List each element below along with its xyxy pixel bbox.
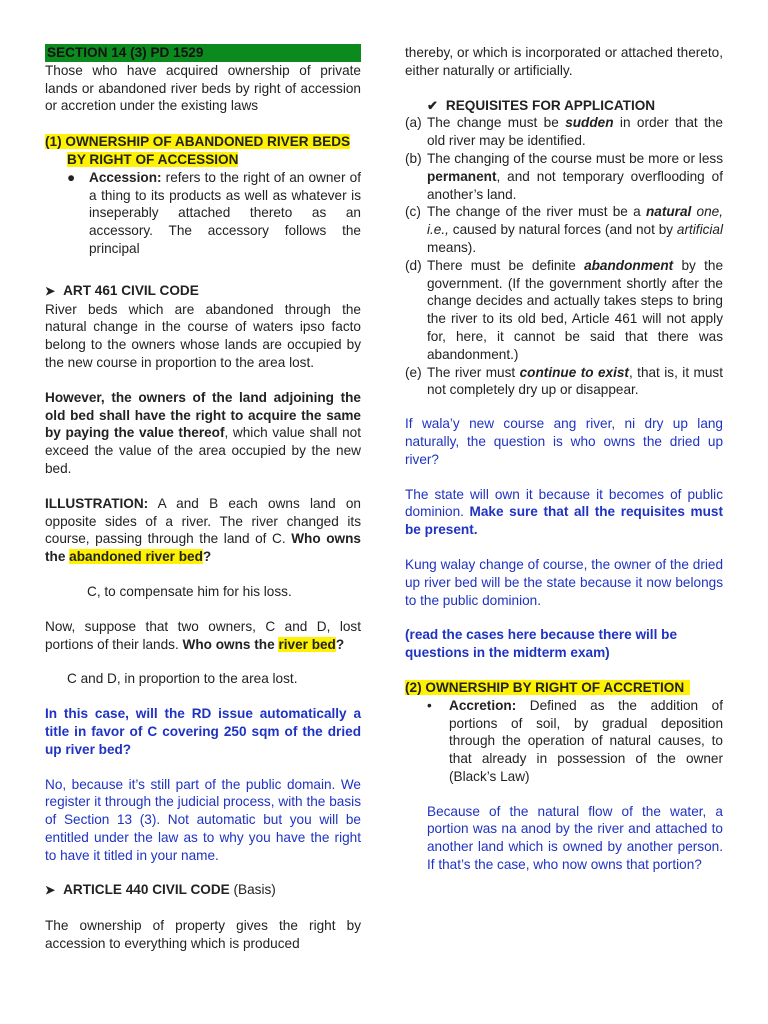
illustration-body: A and B each owns land on opposite sides of a river. The river changed its course, passing through the land of C.	[45, 495, 361, 547]
requisite-label: (d)	[405, 257, 422, 273]
req-b-emphasis: permanent	[427, 168, 497, 184]
accession-def: refers to the right of an owner of a thing to its products as well as whatever is inseperably attached thereto as an accessory. The accessory follows the principal	[89, 169, 361, 256]
req-b-post: , and not temporary overflooding of another’s land.	[427, 168, 723, 202]
art440-heading-line	[63, 881, 276, 899]
suppose-body: Now, suppose that two owners, C and D, lost portions of their lands.	[45, 618, 361, 652]
rd-answer: No, because it’s still part of the public domain. We register it through the judicial process, with the basis of Section 13 (3). Not automatic but you will be entitled under the law as to why you have the right to have it titled in your name.	[45, 776, 361, 863]
section-title: SECTION 14 (3) PD 1529	[45, 44, 361, 62]
requisite-b	[405, 150, 723, 203]
req-c-post: means).	[427, 239, 477, 255]
illustration-paragraph	[45, 495, 361, 566]
illustration-label: ILLUSTRATION:	[45, 495, 149, 511]
requisite-text	[427, 203, 723, 256]
requisite-text	[427, 114, 723, 150]
bullet-icon: •	[427, 697, 432, 713]
art440-suffix: (Basis)	[229, 882, 276, 898]
state-answer-text: The state will own it because it becomes of public dominion.	[405, 486, 723, 520]
req-a-pre: The change must be	[427, 115, 566, 131]
req-c-artificial: artificial	[676, 222, 723, 238]
requisite-label: (e)	[405, 364, 422, 380]
however-bold: However, the owners of the land adjoining the old bed shall have the right to acquire the same by paying the value thereof	[45, 389, 361, 441]
requisite-label: (b)	[405, 150, 422, 166]
requisite-text	[427, 150, 723, 203]
accretion-bullet	[427, 697, 723, 786]
heading-accretion	[405, 679, 723, 697]
req-c-pre: The change of the river must be a	[427, 204, 646, 220]
midterm-note: (read the cases here because there will be questions in the midterm exam)	[405, 627, 678, 661]
accession-term: Accession:	[89, 169, 162, 185]
requisite-label: (c)	[405, 204, 421, 220]
requisite-e	[405, 364, 723, 400]
accretion-def: Defined as the addition of portions of soil, by gradual deposition through the operation of natural causes, to that already in possession of the owner (Black’s Law)	[449, 697, 723, 784]
requisites-heading	[405, 97, 723, 115]
art440-heading	[45, 881, 361, 900]
accretion-term: Accretion:	[449, 697, 517, 713]
section-body: Those who have acquired ownership of private lands or abandoned river beds by right of accession or accretion under the existing laws	[45, 62, 361, 114]
art440-continuation: thereby, or which is incorporated or attached thereto, either naturally or artificially.	[405, 45, 723, 78]
accession-definition	[89, 169, 361, 258]
req-e-post: , that is, it must not completely dry up or disappear.	[427, 364, 723, 398]
suppose-question: Who owns the	[182, 636, 279, 652]
requisite-c	[405, 203, 723, 256]
accession-bullet	[67, 169, 361, 258]
accretion-definition	[449, 697, 723, 786]
heading-accretion-text: (2) OWNERSHIP BY RIGHT OF ACCRETION	[405, 680, 690, 695]
check-icon: ✔	[427, 97, 438, 113]
req-b-pre: The changing of the course must be more or less	[427, 150, 723, 166]
arrow-bullet-icon: ➤	[45, 283, 56, 298]
rd-question: In this case, will the RD issue automatically a title in favor of C covering 250 sqm of the dried up river bed?	[45, 706, 361, 757]
however-paragraph	[45, 389, 361, 478]
art461-body: River beds which are abandoned through the natural change in the course of waters ipso facto belong to the owners whose lands are occupied by the new course in proportion to the area lost.	[45, 301, 361, 370]
requisite-a	[405, 114, 723, 150]
requisite-text	[427, 364, 723, 400]
suppose-highlight: river bed	[278, 636, 336, 652]
req-d-pre: There must be definite	[427, 257, 585, 273]
illustration-question: Who owns the	[45, 531, 361, 565]
heading-accession	[45, 133, 361, 169]
bullet-icon: ●	[67, 169, 76, 185]
right-column	[405, 44, 723, 874]
left-column	[45, 44, 361, 953]
req-c-ie: one, i.e.,	[427, 204, 724, 238]
requisite-text	[427, 257, 723, 364]
requisite-d	[405, 257, 723, 364]
req-c-mid: caused by natural forces (and not by	[448, 222, 677, 238]
req-e-pre: The river must	[427, 364, 520, 380]
req-d-emphasis: abandonment	[584, 257, 674, 273]
answer-2: C and D, in proportion to the area lost.	[67, 671, 298, 687]
dry-up-question: If wala’y new course ang river, ni dry up lang naturally, the question is who owns the dried up river?	[405, 416, 723, 467]
answer-1: C, to compensate him for his loss.	[87, 583, 292, 599]
natural-flow-paragraph: Because of the natural flow of the water, a portion was na anod by the river and attached to another land which is owned by another person. If that’s the case, who now owns that portion?	[427, 803, 723, 873]
req-d-post: by the government. (If the government shortly after the change decides and actually takes steps to bring the river to its old bed, Article 461 will not apply for, here, it cannot be said that there was abandonment.)	[427, 257, 724, 362]
illustration-highlight: abandoned river bed	[69, 549, 203, 565]
req-a-emphasis: sudden	[565, 115, 614, 131]
requisites-heading-text: REQUISITES FOR APPLICATION	[445, 97, 656, 113]
no-change-paragraph: Kung walay change of course, the owner of the dried up river bed will be the state because it now belongs to the public dominion.	[405, 556, 723, 608]
suppose-question-end: ?	[335, 636, 345, 652]
state-answer-bold: Make sure that all the requisites must be present.	[405, 504, 723, 538]
state-answer	[405, 486, 723, 539]
arrow-bullet-icon: ➤	[45, 883, 56, 898]
illustration-question-end: ?	[202, 549, 212, 565]
req-e-emphasis: continue to exist	[519, 364, 629, 380]
art461-heading	[45, 282, 361, 301]
heading-accession-text: (1) OWNERSHIP OF ABANDONED RIVER BEDS BY RIGHT OF ACCESSION	[45, 134, 351, 167]
art440-heading-text: ARTICLE 440 CIVIL CODE	[63, 882, 230, 898]
requisite-label: (a)	[405, 115, 422, 131]
however-rest: , which value shall not exceed the value of the area occupied by the new bed.	[45, 425, 361, 476]
suppose-paragraph	[45, 618, 361, 654]
art461-heading-text: ART 461 CIVIL CODE	[63, 282, 199, 298]
art440-body: The ownership of property gives the right by accession to everything which is produced	[45, 918, 361, 952]
req-a-post: in order that the old river may be identified.	[427, 115, 723, 149]
req-c-emphasis: natural	[645, 204, 692, 220]
